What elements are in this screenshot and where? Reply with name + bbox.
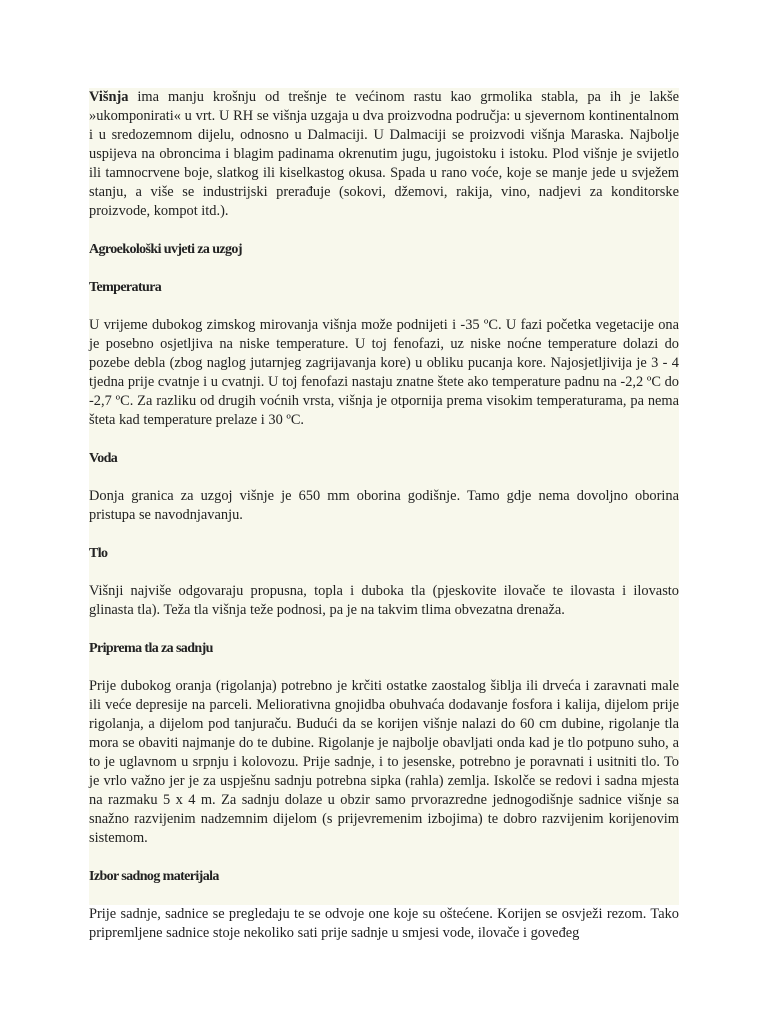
heading-izbor: Izbor sadnog materijala bbox=[89, 869, 219, 884]
intro-text: ima manju krošnju od trešnje te većinom rastu kao grmolika stabla, pa ih je lakše »ukomponirati« u vrt. U RH se višnja uzgaja u dva proizvodna područja: u sjevernom kontinentalnom i u sredozemnom dijelu, odnosno u Dalmaciji. U Dalmaciji se proizvodi višnja Maraska. Najbolje uspijeva na obroncima i blagim padinama okrenutim jugu, jugoistoku i istoku. Plod višnje je svijetlo ili tamnocrvene boje, slatkog ili kiselkastog okusa. Spada u rano voće, koje se manje jede u svježem stanju, a više se industrijski prerađuje (sokovi, džemovi, rakija, vino, nadjevi za konditorske proizvode, kompot itd.). bbox=[89, 89, 679, 219]
paragraph-temperatura: U vrijeme dubokog zimskog mirovanja višnja može podnijeti i -35 ºC. U fazi početka vegetacije ona je posebno osjetljiva na niske temperature. U toj fenofazi, uz niske noćne temperature dolazi do pozebe debla (zbog naglog jutarnjeg zagrijavanja kore) u obliku pucanja kore. Najosjetljivija je 3 - 4 tjedna prije cvatnje i u cvatnji. U toj fenofazi nastaju znatne štete ako temperature padnu na -2,2 ºC do -2,7 ºC. Za razliku od drugih voćnih vrsta, višnja je otpornija prema visokim temperaturama, pa nema šteta kad temperature prelaze i 30 ºC. bbox=[89, 317, 679, 428]
paragraph-voda: Donja granica za uzgoj višnje je 650 mm oborina godišnje. Tamo gdje nema dovoljno oborina pristupa se navodnjavanju. bbox=[89, 488, 679, 523]
intro-lead-word: Višnja bbox=[89, 89, 129, 105]
paragraph-izbor: Prije sadnje, sadnice se pregledaju te se odvoje one koje su oštećene. Korijen se osvježi rezom. Tako pripremljene sadnice stoje nekoliko sati prije sadnje u smjesi vode, ilovače i govеđeg bbox=[89, 906, 679, 941]
document-body bbox=[89, 88, 679, 941]
heading-tlo: Tlo bbox=[89, 546, 108, 561]
paragraph-tlo: Višnji najviše odgovaraju propusna, topla i duboka tla (pjeskovite ilovače te ilovasta i ilovasto glinasta tla). Teža tla višnja teže podnosi, pa je na takvim tlima obvezatna drenaža. bbox=[89, 583, 679, 618]
paragraph-priprema: Prije dubokog oranja (rigolanja) potrebno je krčiti ostatke zaostalog šiblja ili drveća i zaravnati male ili veće depresije na parceli. Meliorativna gnojidba obuhvaća dodavanje fosfora i kalija, dijelom prije rigolanja, a dijelom pod tanjuraču. Budući da se korijen višnje nalazi do 60 cm dubine, rigolanje tla mora se obaviti najmanje do te dubine. Rigolanje je najbolje obavljati onda kad je tlo potpuno suho, a to je uglavnom u srpnju i kolovozu. Prije sadnje, i to jesenske, potrebno je poravnati i usitniti tlo. To je vrlo važno jer je za uspješnu sadnju potrebna sipka (rahla) zemlja. Iskolčе se redovi i sadna mjesta na razmaku 5 x 4 m. Za sadnju dolaze u obzir samo prvorazredne jednogodišnje sadnice višnje sa snažno razvijenim nadzemnim dijelom (s prijevremenim izbojima) te dobro razvijenim korijenovim sistemom. bbox=[89, 678, 679, 846]
heading-temperatura: Temperatura bbox=[89, 280, 162, 295]
section-heading-agroecology: Agroekološki uvjeti za uzgoj bbox=[89, 242, 242, 257]
heading-priprema: Priprema tla za sadnju bbox=[89, 641, 213, 656]
heading-voda: Voda bbox=[89, 451, 118, 466]
intro-paragraph bbox=[89, 88, 679, 221]
